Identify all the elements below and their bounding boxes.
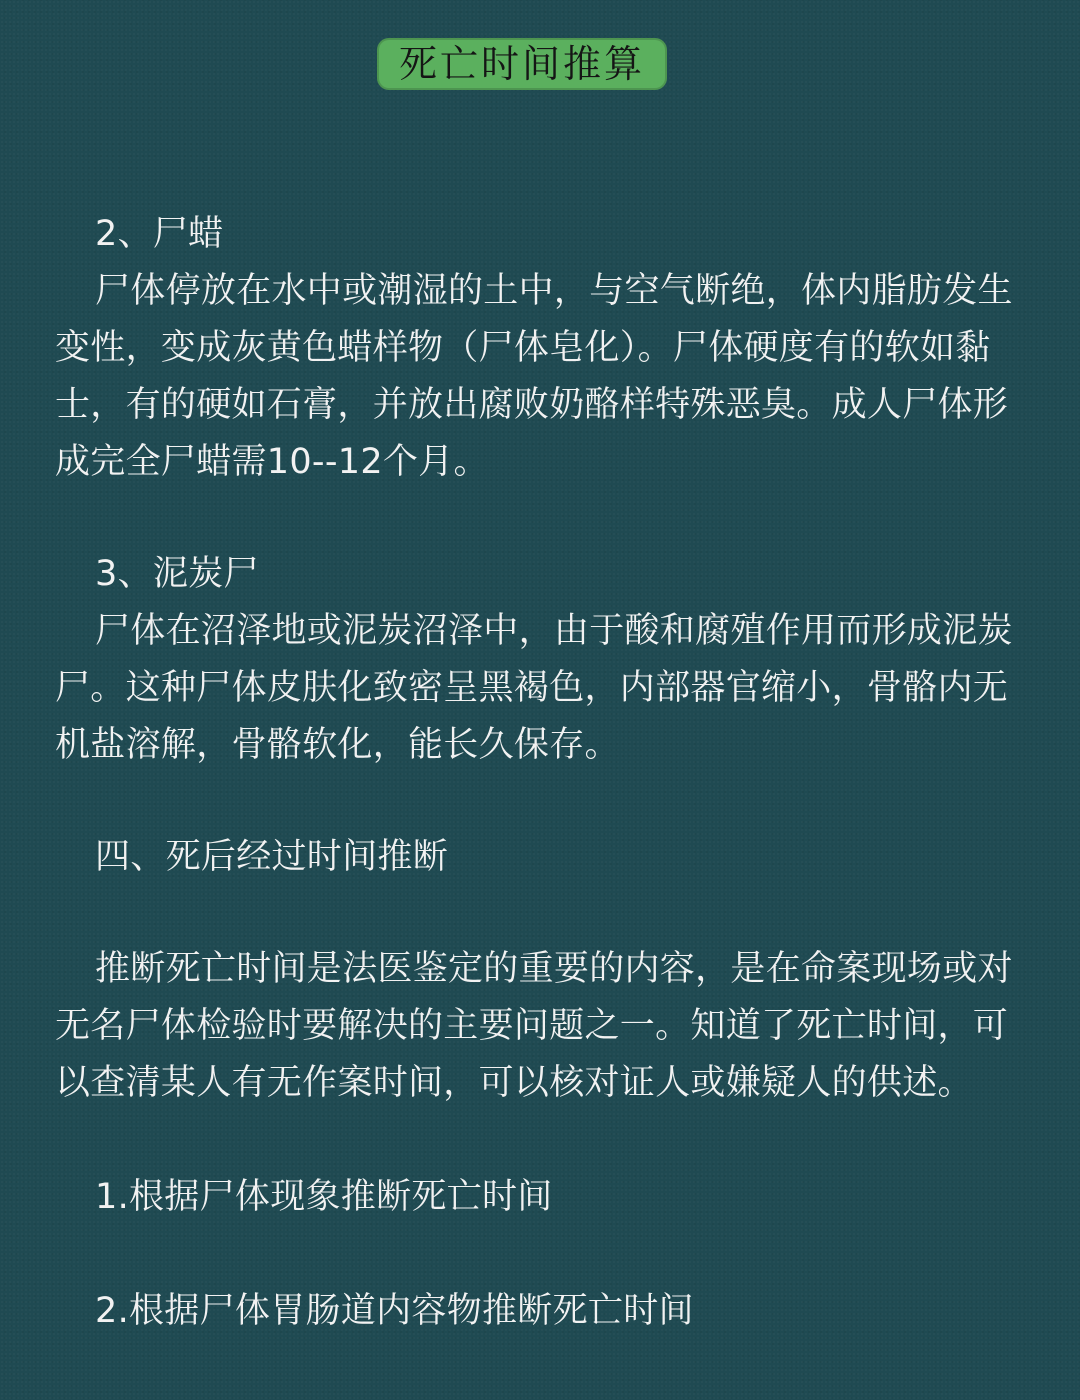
spacer	[55, 774, 1030, 829]
section-text-time-estimation: 推断死亡时间是法医鉴定的重要的内容，是在命案现场或对无名尸体检验时要解决的主要问题之一。知道了死亡时间，可以查清某人有无作案时间，可以核对证人或嫌疑人的供述。	[55, 949, 1013, 1103]
section-text-bog-body: 尸体在沼泽地或泥炭沼泽中，由于酸和腐殖作用而形成泥炭尸。这种尸体皮肤化致密呈黑褐色，内部器官缩小，骨骼内无机盐溶解，骨骼软化，能长久保存。	[55, 611, 1013, 765]
section-heading-time-since-death: 四、死后经过时间推断	[95, 837, 449, 877]
spacer	[55, 886, 1030, 941]
spacer	[55, 1226, 1030, 1283]
title-banner	[377, 38, 667, 90]
section-heading-adipocere: 2、尸蜡	[95, 214, 224, 254]
page-title: 死亡时间推算	[398, 42, 645, 86]
section-heading-bog-body: 3、泥炭尸	[95, 554, 259, 594]
spacer	[55, 491, 1030, 546]
article-body	[55, 206, 1030, 1340]
spacer	[55, 1112, 1030, 1169]
subheading-corpse-phenomena: 1.根据尸体现象推断死亡时间	[95, 1177, 553, 1217]
section-text-adipocere: 尸体停放在水中或潮湿的土中，与空气断绝，体内脂肪发生变性，变成灰黄色蜡样物（尸体皂化）。尸体硬度有的软如黏士，有的硬如石膏，并放出腐败奶酪样特殊恶臭。成人尸体形成完全尸蜡需10--12个月。	[55, 271, 1013, 482]
subheading-gastric-contents: 2.根据尸体胃肠道内容物推断死亡时间	[95, 1291, 694, 1331]
